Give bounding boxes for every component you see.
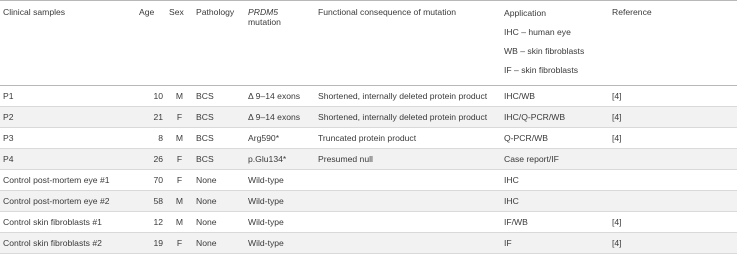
cell-application: IF/WB bbox=[501, 212, 609, 233]
table-row bbox=[0, 107, 737, 128]
cell-application: IHC bbox=[501, 191, 609, 212]
cell-reference: [4] bbox=[609, 233, 737, 254]
table-row bbox=[0, 233, 737, 254]
header-application-line-3: IF – skin fibroblasts bbox=[504, 65, 579, 75]
cell-application: IF bbox=[501, 233, 609, 254]
header-prdm5-mutation bbox=[245, 1, 315, 86]
cell-mutation: Wild-type bbox=[245, 233, 315, 254]
cell-application: IHC/WB bbox=[501, 86, 609, 107]
cell-consequence: Truncated protein product bbox=[315, 128, 501, 149]
cell-consequence bbox=[315, 191, 501, 212]
cell-reference: [4] bbox=[609, 107, 737, 128]
cell-sex: F bbox=[166, 233, 193, 254]
cell-pathology: None bbox=[193, 170, 245, 191]
cell-sex: M bbox=[166, 128, 193, 149]
table-row bbox=[0, 128, 737, 149]
cell-mutation: Arg590* bbox=[245, 128, 315, 149]
cell-mutation: Wild-type bbox=[245, 191, 315, 212]
cell-mutation: Δ 9–14 exons bbox=[245, 86, 315, 107]
cell-mutation: Δ 9–14 exons bbox=[245, 107, 315, 128]
cell-reference bbox=[609, 170, 737, 191]
header-application-line-2: WB – skin fibroblasts bbox=[504, 46, 585, 56]
cell-pathology: None bbox=[193, 212, 245, 233]
table-row bbox=[0, 191, 737, 212]
header-application bbox=[501, 1, 609, 86]
header-sex: Sex bbox=[166, 1, 193, 86]
table-row bbox=[0, 170, 737, 191]
cell-application: IHC bbox=[501, 170, 609, 191]
cell-age: 8 bbox=[136, 128, 166, 149]
cell-pathology: BCS bbox=[193, 128, 245, 149]
header-pathology: Pathology bbox=[193, 1, 245, 86]
cell-consequence: Presumed null bbox=[315, 149, 501, 170]
cell-age: 12 bbox=[136, 212, 166, 233]
cell-mutation: Wild-type bbox=[245, 170, 315, 191]
cell-sex: F bbox=[166, 170, 193, 191]
cell-age: 70 bbox=[136, 170, 166, 191]
cell-pathology: BCS bbox=[193, 86, 245, 107]
table-header-row bbox=[0, 1, 737, 86]
header-application-line-1: IHC – human eye bbox=[504, 27, 571, 37]
cell-sex: M bbox=[166, 212, 193, 233]
cell-age: 26 bbox=[136, 149, 166, 170]
table-row bbox=[0, 149, 737, 170]
cell-application: Q-PCR/WB bbox=[501, 128, 609, 149]
cell-sample: P3 bbox=[0, 128, 136, 149]
cell-mutation: p.Glu134* bbox=[245, 149, 315, 170]
cell-age: 10 bbox=[136, 86, 166, 107]
cell-application: IHC/Q-PCR/WB bbox=[501, 107, 609, 128]
cell-pathology: BCS bbox=[193, 107, 245, 128]
cell-reference: [4] bbox=[609, 86, 737, 107]
cell-pathology: None bbox=[193, 233, 245, 254]
cell-sex: M bbox=[166, 191, 193, 212]
cell-pathology: BCS bbox=[193, 149, 245, 170]
cell-sample: Control skin fibroblasts #2 bbox=[0, 233, 136, 254]
header-application-title: Application bbox=[504, 8, 547, 18]
cell-sex: F bbox=[166, 107, 193, 128]
cell-consequence bbox=[315, 170, 501, 191]
table-row bbox=[0, 212, 737, 233]
cell-consequence: Shortened, internally deleted protein product bbox=[315, 107, 501, 128]
cell-sample: P4 bbox=[0, 149, 136, 170]
header-mutation-word: mutation bbox=[248, 17, 281, 27]
cell-reference bbox=[609, 191, 737, 212]
cell-reference bbox=[609, 149, 737, 170]
header-age: Age bbox=[136, 1, 166, 86]
header-prdm5-gene: PRDM5 bbox=[248, 7, 279, 17]
cell-mutation: Wild-type bbox=[245, 212, 315, 233]
cell-sample: P1 bbox=[0, 86, 136, 107]
cell-pathology: None bbox=[193, 191, 245, 212]
table-row bbox=[0, 86, 737, 107]
cell-sample: Control post-mortem eye #2 bbox=[0, 191, 136, 212]
cell-sex: M bbox=[166, 86, 193, 107]
header-clinical-samples: Clinical samples bbox=[0, 1, 136, 86]
header-reference: Reference bbox=[609, 1, 737, 86]
cell-sample: Control skin fibroblasts #1 bbox=[0, 212, 136, 233]
cell-sample: P2 bbox=[0, 107, 136, 128]
cell-sample: Control post-mortem eye #1 bbox=[0, 170, 136, 191]
cell-reference: [4] bbox=[609, 212, 737, 233]
cell-age: 21 bbox=[136, 107, 166, 128]
cell-sex: F bbox=[166, 149, 193, 170]
header-functional-consequence: Functional consequence of mutation bbox=[315, 1, 501, 86]
cell-age: 58 bbox=[136, 191, 166, 212]
cell-consequence bbox=[315, 212, 501, 233]
cell-consequence bbox=[315, 233, 501, 254]
cell-consequence: Shortened, internally deleted protein product bbox=[315, 86, 501, 107]
cell-reference: [4] bbox=[609, 128, 737, 149]
cell-age: 19 bbox=[136, 233, 166, 254]
cell-application: Case report/IF bbox=[501, 149, 609, 170]
